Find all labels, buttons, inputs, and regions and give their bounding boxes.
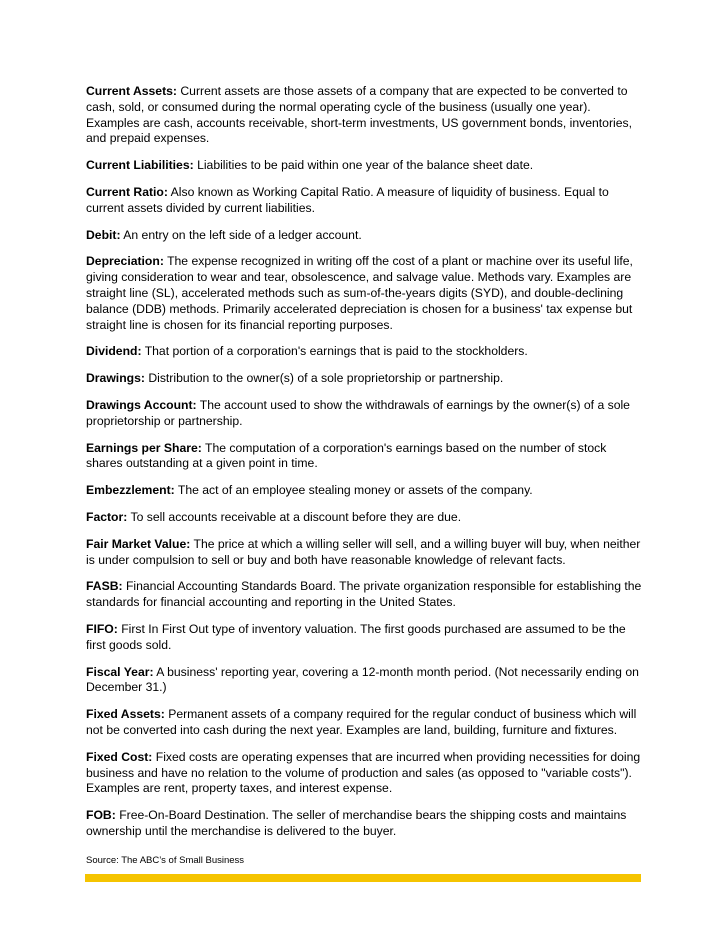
glossary-entry	[86, 808, 646, 840]
glossary-entry	[86, 665, 646, 697]
glossary-entry	[86, 483, 646, 499]
glossary-definition: First In First Out type of inventory valuation. The first goods purchased are assumed to be the first goods sold.	[86, 621, 626, 652]
glossary-term: Current Assets:	[86, 84, 177, 98]
glossary-definition: The act of an employee stealing money or assets of the company.	[177, 483, 533, 498]
glossary-term: Fair Market Value:	[86, 536, 191, 551]
glossary-entry	[86, 750, 646, 797]
glossary-term: FIFO:	[86, 621, 118, 636]
glossary-definition: Free-On-Board Destination. The seller of merchandise bears the shipping costs and maintains ownership until the merchandise is delivered to the buyer.	[86, 808, 627, 838]
glossary-definition: The computation of a corporation's earnings based on the number of stock shares outstanding at a given point in time.	[86, 440, 607, 471]
footer-source: Source: The ABC’s of Small Business	[86, 855, 245, 866]
glossary-entry	[86, 185, 646, 217]
glossary-term: Fixed Cost:	[86, 749, 153, 764]
glossary-term: Debit:	[86, 227, 121, 242]
glossary-definition: An entry on the left side of a ledger account.	[123, 227, 362, 242]
glossary-definition: Fixed costs are operating expenses that are incurred when providing necessities for doing business and have no relation to the volume of production and sales (as opposed to "variable costs"). Examples are rent, property taxes, and interest expense.	[86, 749, 641, 796]
glossary-term: Fiscal Year:	[86, 664, 154, 679]
glossary-entry	[86, 84, 646, 147]
glossary-definition: To sell accounts receivable at a discount before they are due.	[130, 509, 462, 524]
glossary-definition: Financial Accounting Standards Board. The private organization responsible for establishing the standards for financial accounting and reporting in the United States.	[86, 579, 642, 610]
glossary-entry	[86, 537, 646, 569]
glossary-definition: Distribution to the owner(s) of a sole proprietorship or partnership.	[148, 371, 504, 386]
glossary-term: Drawings Account:	[86, 397, 197, 412]
glossary-definition: The price at which a willing seller will sell, and a willing buyer will buy, when neither is under compulsion to sell or buy and both have reasonable knowledge of relevant facts.	[86, 536, 641, 567]
glossary-definition: The expense recognized in writing off the cost of a plant or machine over its useful life, giving consideration to wear and tear, obsolescence, and salvage value. Methods vary. Examples are straight line (SL), accelerated methods such as sum-of-the-years digits (SYD), and double-declining balance (DDB) methods. Primarily accelerated depreciation is chosen for a business' tax expense but straight line is chosen for its financial reporting purposes.	[86, 254, 633, 332]
glossary-entry	[86, 398, 646, 430]
glossary-definition: A business' reporting year, covering a 12-month month period. (Not necessarily ending on December 31.)	[86, 664, 639, 695]
glossary-entry	[86, 622, 646, 654]
glossary-definition: Permanent assets of a company required for the regular conduct of business which will not be converted into cash during the next year. Examples are land, building, furniture and fixtures.	[86, 707, 637, 737]
glossary-definition: Current assets are those assets of a company that are expected to be converted to cash, sold, or consumed during the normal operating cycle of the business (usually one year). Examples are cash, accounts receivable, short-term investments, US government bonds, inventories, and prepaid expenses.	[86, 84, 632, 146]
footer-accent-bar	[85, 874, 641, 882]
glossary-entry	[86, 228, 646, 244]
glossary-entry	[86, 254, 646, 333]
glossary-term: Factor:	[86, 509, 128, 524]
glossary-term: FOB:	[86, 808, 116, 823]
glossary-list	[86, 84, 646, 851]
glossary-term: Current Ratio:	[86, 184, 168, 199]
glossary-entry	[86, 510, 646, 526]
glossary-term: Drawings:	[86, 371, 145, 386]
glossary-entry	[86, 371, 646, 387]
glossary-definition: That portion of a corporation's earnings that is paid to the stockholders.	[144, 344, 528, 359]
glossary-definition: The account used to show the withdrawals of earnings by the owner(s) of a sole proprietorship or partnership.	[86, 397, 630, 428]
glossary-term: Embezzlement:	[86, 483, 175, 498]
glossary-term: Current Liabilities:	[86, 158, 194, 173]
glossary-definition: Also known as Working Capital Ratio. A measure of liquidity of business. Equal to current assets divided by current liabilities.	[86, 184, 609, 215]
glossary-term: FASB:	[86, 579, 123, 594]
glossary-entry	[86, 441, 646, 473]
glossary-definition: Liabilities to be paid within one year of the balance sheet date.	[197, 158, 534, 173]
glossary-term: Earnings per Share:	[86, 440, 202, 455]
glossary-term: Dividend:	[86, 344, 142, 359]
glossary-entry	[86, 707, 646, 739]
glossary-entry	[86, 158, 646, 174]
glossary-entry	[86, 579, 646, 611]
glossary-entry	[86, 344, 646, 360]
glossary-term: Fixed Assets:	[86, 707, 165, 722]
glossary-term: Depreciation:	[86, 254, 164, 269]
